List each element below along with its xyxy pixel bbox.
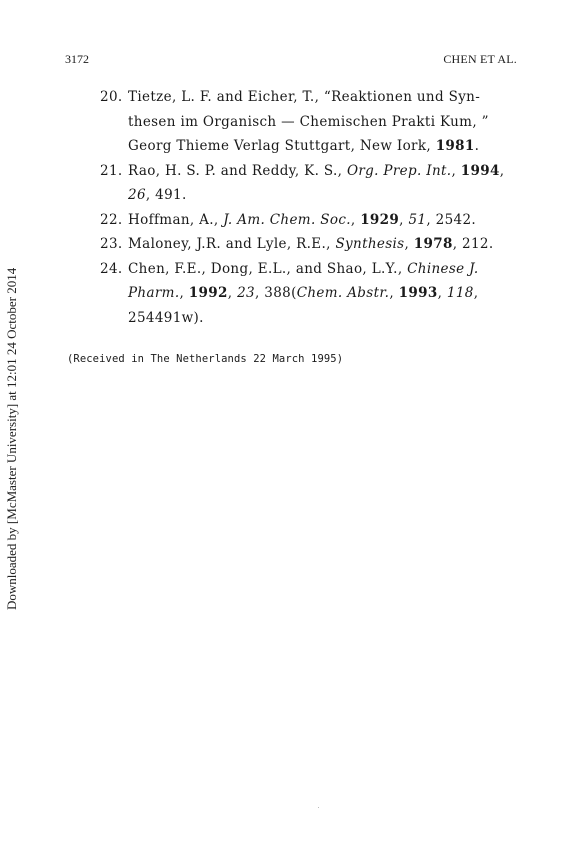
reference-23 bbox=[100, 232, 520, 257]
reference-journal: Chem. Abstr. bbox=[296, 285, 390, 301]
reference-year: 1981 bbox=[435, 138, 475, 154]
reference-authors: Maloney, J.R. and Lyle, R.E., bbox=[128, 236, 331, 252]
reference-year: 1993 bbox=[398, 285, 438, 301]
reference-22 bbox=[100, 208, 520, 233]
reference-volume: 118 bbox=[446, 285, 474, 301]
reference-year: 1929 bbox=[360, 211, 400, 228]
reference-20 bbox=[100, 85, 520, 159]
reference-text: , bbox=[404, 236, 410, 252]
reference-authors: Hoffman, A., bbox=[128, 211, 219, 228]
reference-journal: Org. Prep. Int. bbox=[346, 162, 452, 179]
reference-text: , bbox=[499, 162, 505, 179]
reference-text: . bbox=[474, 138, 480, 154]
reference-text: , 491. bbox=[145, 187, 187, 203]
reference-volume: 23 bbox=[237, 285, 255, 301]
reference-number: 21. bbox=[100, 162, 123, 179]
reference-number: 20. bbox=[100, 89, 123, 105]
reference-authors: Chen, F.E., Dong, E.L., and Shao, L.Y., bbox=[128, 260, 403, 277]
reference-24 bbox=[100, 257, 520, 331]
reference-text: , 2542. bbox=[426, 211, 477, 228]
download-watermark: Downloaded by [McMaster University] at 12:01 24 October 2014 bbox=[4, 267, 19, 610]
reference-volume: 26 bbox=[128, 187, 146, 203]
reference-text: , 212. bbox=[452, 236, 494, 252]
reference-list bbox=[100, 85, 520, 330]
reference-text: , 254491w). bbox=[128, 285, 479, 326]
reference-number: 22. bbox=[100, 211, 123, 228]
page-number: 3172 bbox=[65, 52, 89, 66]
reference-text: , bbox=[399, 211, 404, 228]
reference-text: , bbox=[350, 211, 356, 228]
reference-journal: Chinese J. Pharm. bbox=[128, 260, 479, 301]
reference-21 bbox=[100, 159, 520, 208]
reference-year: 1978 bbox=[413, 236, 453, 252]
reference-year: 1994 bbox=[460, 162, 500, 179]
reference-journal: J. Am. Chem. Soc. bbox=[223, 211, 351, 228]
reference-year: 1992 bbox=[188, 285, 228, 301]
reference-text: Tietze, L. F. and Eicher, T., “Reaktionen und Syn-thesen im Organisch — Chemischen Prakti Kum, ” Georg Thieme Verlag Stuttgart, New Iork, bbox=[128, 89, 489, 154]
scan-speck bbox=[318, 807, 319, 808]
reference-text: , bbox=[179, 285, 185, 301]
reference-text: , bbox=[437, 285, 443, 301]
reference-journal: Synthesis bbox=[335, 236, 405, 252]
reference-text: , bbox=[389, 285, 394, 301]
running-head: CHEN ET AL. bbox=[443, 52, 517, 66]
reference-number: 23. bbox=[100, 236, 123, 252]
reference-authors: Rao, H. S. P. and Reddy, K. S., bbox=[128, 162, 343, 179]
reference-text: , 388( bbox=[254, 285, 297, 301]
reference-number: 24. bbox=[100, 260, 123, 277]
received-note: (Received in The Netherlands 22 March 1995) bbox=[67, 353, 344, 365]
reference-volume: 51 bbox=[408, 211, 427, 228]
reference-text: , bbox=[227, 285, 233, 301]
reference-text: , bbox=[451, 162, 457, 179]
